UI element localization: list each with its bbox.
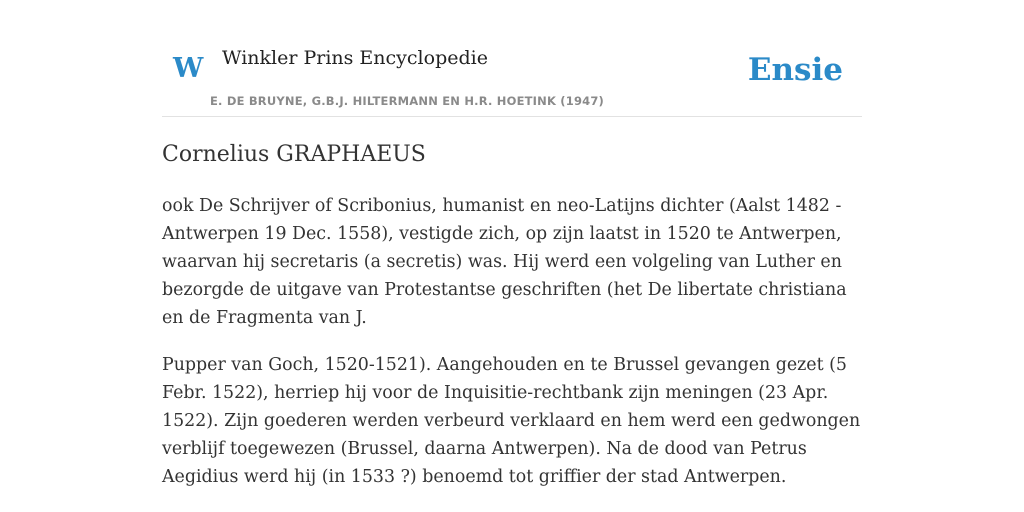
article-title: Cornelius GRAPHAEUS <box>162 142 426 167</box>
ensie-logo-link[interactable]: Ensie <box>747 52 843 88</box>
source-header <box>162 0 862 117</box>
page <box>162 0 862 512</box>
source-title-link[interactable]: Winkler Prins Encyclopedie <box>222 47 488 69</box>
source-authors: E. DE BRUYNE, G.B.J. HILTERMANN EN H.R. HOETINK (1947) <box>210 94 605 108</box>
source-logo[interactable]: W <box>173 53 204 84</box>
article-paragraph: Pupper van Goch, 1520-1521). Aangehouden en te Brussel gevangen gezet (5 Febr. 1522), herriep hij voor de Inquisitie-rechtbank zijn meningen (23 Apr. 1522). Zijn goederen werden verbeurd verklaard en hem werd een gedwongen verblijf toegewezen (Brussel, daarna Antwerpen). Na de dood van Petrus Aegidius werd hij (in 1533 ?) benoemd tot griffier der stad Antwerpen. <box>162 355 861 487</box>
article-paragraph: ook De Schrijver of Scribonius, humanist en neo-Latijns dichter (Aalst 1482 - Antwerpen 19 Dec. 1558), vestigde zich, op zijn laatst in 1520 te Antwerpen, waarvan hij secretaris (a secretis) was. Hij werd een volgeling van Luther en bezorgde de uitgave van Protestantse geschriften (het De libertate christiana en de Fragmenta van J. <box>162 196 847 328</box>
